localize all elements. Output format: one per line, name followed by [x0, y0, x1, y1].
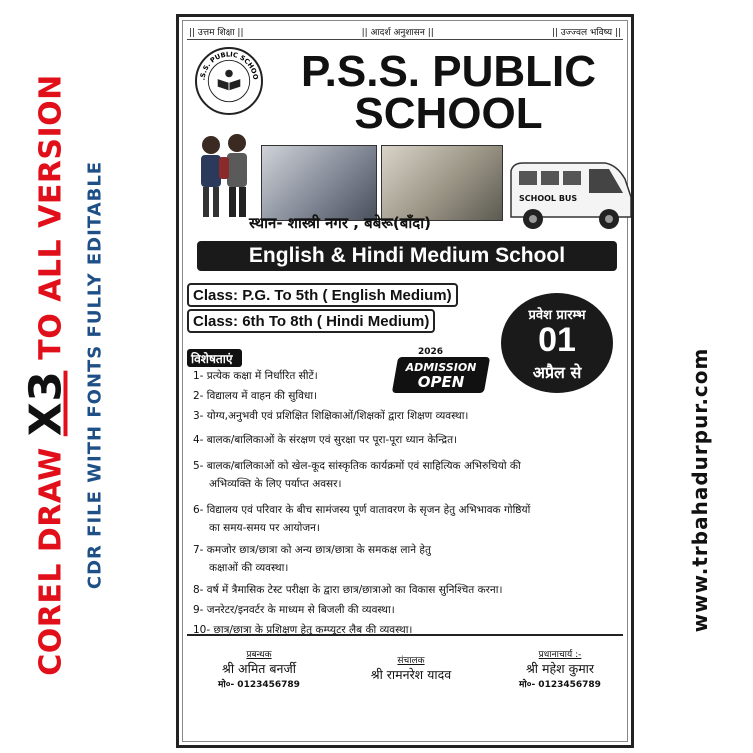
signature-divider — [187, 634, 623, 636]
manager-name: श्री अमित बनर्जी — [221, 661, 296, 676]
x3-label: X3 — [20, 370, 72, 437]
class-range-hindi: Class: 6th To 8th ( Hindi Medium) — [187, 309, 435, 333]
school-bus-image — [505, 157, 634, 237]
principal-role: प्रधानाचार्य :- — [538, 650, 582, 660]
medium-banner: English & Hindi Medium School — [197, 241, 617, 271]
admission-start-day: 01 — [538, 321, 576, 359]
svg-text:SCHOOL BUS: SCHOOL BUS — [519, 194, 578, 203]
director-name: श्री रामनरेश यादव — [370, 667, 452, 682]
cdr-file-note: CDR FILE WITH FONTS FULLY EDITABLE — [84, 160, 106, 590]
principal-name: श्री महेश कुमार — [525, 661, 595, 676]
corel-draw-label: COREL DRAW — [33, 447, 69, 676]
class-range-english: Class: P.G. To 5th ( English Medium) — [187, 283, 458, 307]
manager-phone: मो०- 0123456789 — [218, 680, 300, 690]
left-promo-strip — [0, 0, 176, 753]
motto-3: || उज्ज्वल भविष्य || — [551, 28, 621, 38]
photo-row — [189, 127, 621, 227]
school-name-line-2: SCHOOL — [354, 89, 543, 138]
features-heading: विशेषताएं — [187, 349, 242, 367]
admission-start-month: अप्रैल से — [532, 363, 582, 382]
motto-divider — [187, 39, 623, 40]
all-version-label: TO ALL VERSION — [33, 74, 69, 360]
director-signature — [341, 653, 481, 683]
director-role: संचालक — [397, 656, 425, 666]
school-logo — [195, 47, 263, 115]
feature-item: 2- विद्यालय में वाहन की सुविधा। — [193, 390, 318, 402]
feature-item: 4- बालक/बालिकाओं के संरक्षण एवं सुरक्षा पर पूरा-पूरा ध्यान केन्द्रित। — [193, 434, 458, 446]
feature-item: 10- छात्र/छात्रा के प्रशिक्षण हेतु कम्प्यूटर लैब की व्यवस्था। — [193, 624, 413, 636]
principal-signature — [495, 647, 625, 690]
school-name-line-1: P.S.S. PUBLIC — [300, 47, 597, 96]
feature-item: 5- बालक/बालिकाओं को खेल-कूद सांस्कृतिक कार्यक्रमों एवं साहित्यिक अभिरुचियो की — [193, 460, 521, 472]
corel-draw-version-text — [21, 74, 72, 676]
feature-item-continued: अभिव्यक्ति के लिए पर्याप्त अवसर। — [209, 478, 342, 490]
classroom-photo-2 — [381, 145, 503, 221]
feature-item: 3- योग्य,अनुभवी एवं प्रशिक्षित शिक्षिकाओं/शिक्षकों द्वारा शिक्षण व्यवस्था। — [193, 410, 469, 422]
principal-phone: मो०- 0123456789 — [519, 680, 601, 690]
admission-open-line-2: OPEN — [417, 373, 465, 391]
feature-item: 6- विद्यालय एवं परिवार के बीच सामंजस्य पूर्ण वातावरण के सृजन हेतु अभिभावक गोष्ठियों — [193, 504, 531, 516]
feature-item: 1- प्रत्येक कक्षा में निर्धारित सीटें। — [193, 370, 318, 382]
kids-photo — [189, 127, 259, 223]
feature-item: 7- कमजोर छात्र/छात्रा को अन्य छात्र/छात्रा के समकक्ष लाने हेतु — [193, 544, 431, 556]
school-name — [271, 47, 626, 138]
feature-item: 9- जनरेटर/इनवर्टर के माध्यम से बिजली की व्यवस्था। — [193, 604, 395, 616]
feature-item: 8- वर्ष में त्रैमासिक टेस्ट परीक्षा के द्वारा छात्र/छात्राओ का विकास सुनिश्चित करना। — [193, 584, 503, 596]
svg-text:P.S.S. PUBLIC SCHOOL: .S.S. PUBLIC SCHOO — [198, 50, 260, 81]
admission-year: 2026 — [415, 347, 446, 357]
motto-row — [189, 25, 621, 38]
feature-item-continued: का समय-समय पर आयोजन। — [209, 522, 320, 534]
school-location: स्थान- शास्त्री नगर , बबेरू(बाँदा) — [249, 214, 431, 232]
motto-1: || उत्तम शिक्षा || — [189, 28, 244, 38]
manager-signature — [199, 647, 319, 690]
admission-open-line-1: ADMISSION — [405, 361, 477, 374]
classroom-photo-1 — [261, 145, 377, 221]
manager-role: प्रबन्धक — [246, 650, 272, 660]
admission-start-label: प्रवेश प्रारम्भ — [528, 308, 586, 323]
feature-item-continued: कक्षाओं की व्यवस्था। — [209, 562, 289, 574]
school-poster — [176, 14, 634, 748]
website-url: www.trbahadurpur.com — [688, 347, 712, 633]
motto-2: || आदर्श अनुशासन || — [361, 28, 434, 38]
